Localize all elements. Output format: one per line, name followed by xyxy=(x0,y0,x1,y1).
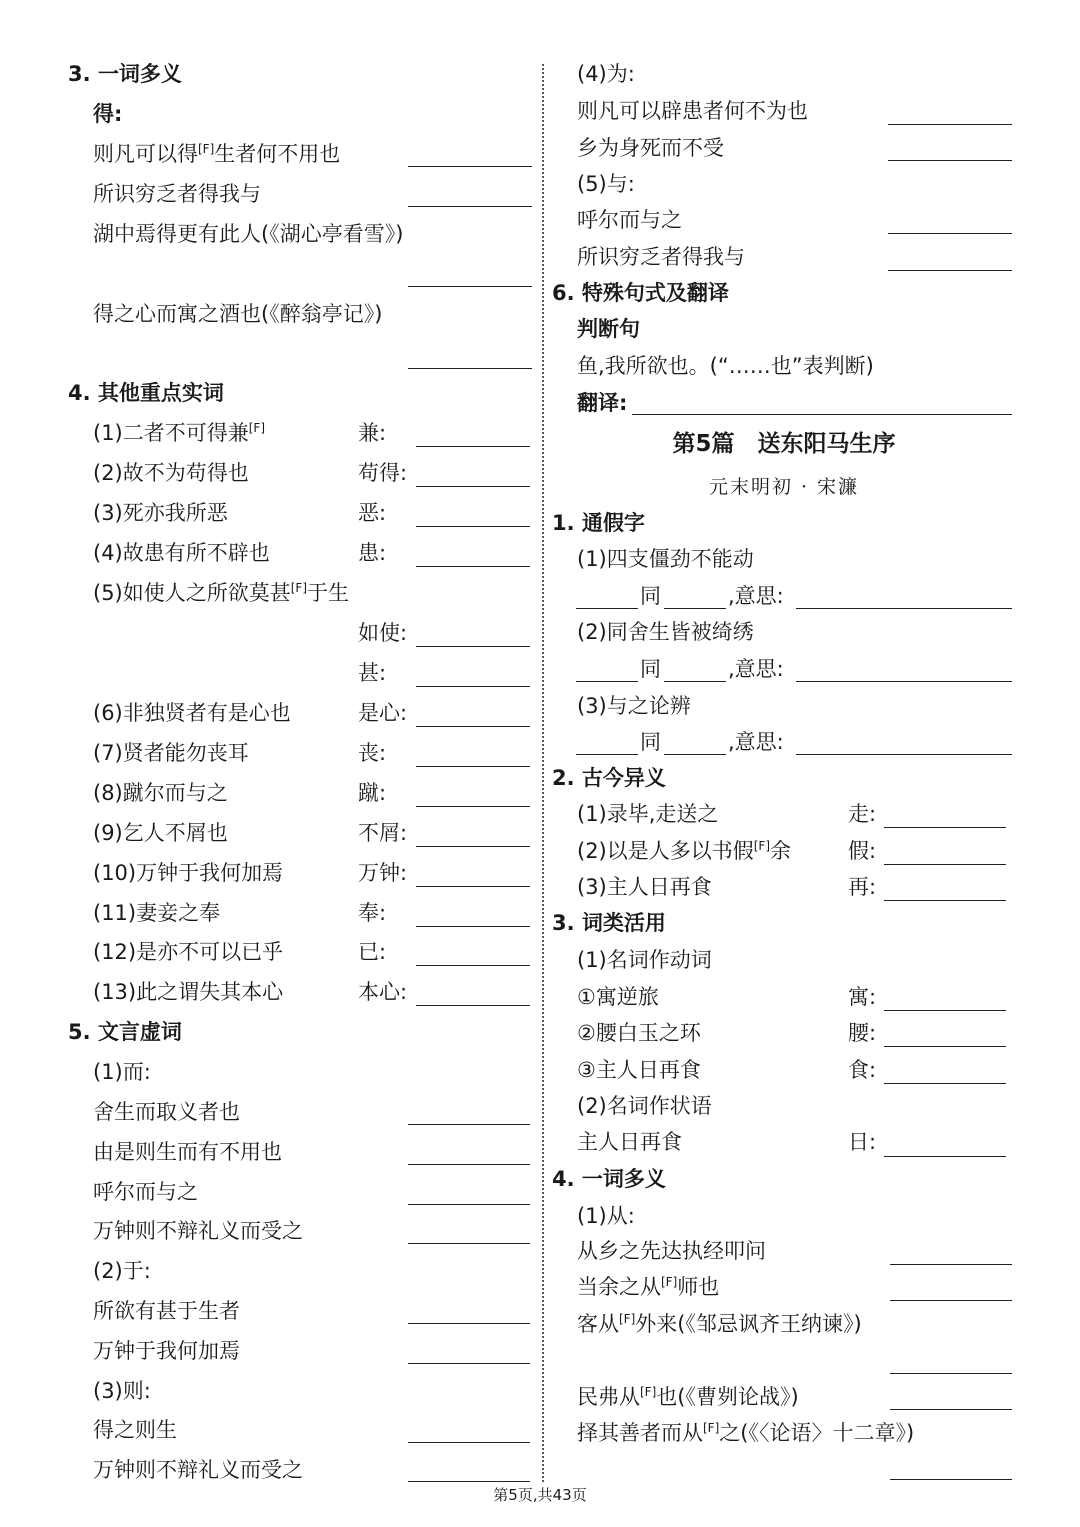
example-sentence: 民弗从[F]也(《曹刿论战》) xyxy=(577,1385,799,1409)
section-6-heading: 6. 特殊句式及翻译 xyxy=(552,281,729,305)
term-label: 食: xyxy=(848,1058,877,1082)
column-divider xyxy=(542,64,544,1482)
answer-blank[interactable] xyxy=(890,1479,1012,1480)
term-label: 已: xyxy=(358,940,387,964)
term-label: 奉: xyxy=(358,901,387,925)
term-label: 丧: xyxy=(358,741,387,765)
example-sentence: 择其善者而从[F]之(《〈论语〉十二章》) xyxy=(577,1421,915,1445)
article-author: 元末明初 · 宋濂 xyxy=(708,476,860,498)
term-label: 走: xyxy=(848,802,877,826)
question-item: (1)二者不可得兼[F] xyxy=(93,421,266,445)
translation-label: 翻译: xyxy=(577,391,628,415)
example-sentence: 万钟则不辩礼义而受之 xyxy=(93,1219,303,1243)
example-sentence: 万钟于我何加焉 xyxy=(93,1339,240,1363)
translation-blank[interactable] xyxy=(632,414,1012,415)
question-item: ②腰白玉之环 xyxy=(577,1021,701,1045)
example-sentence: 则凡可以得[F]生者何不用也 xyxy=(93,142,341,166)
subheading-er: (1)而: xyxy=(93,1060,151,1084)
answer-blank[interactable] xyxy=(890,1264,1012,1265)
example-sentence: 鱼,我所欲也。(“……也”表判断) xyxy=(577,354,874,378)
answer-blank[interactable] xyxy=(408,1204,530,1205)
answer-blank[interactable] xyxy=(408,206,532,207)
example-sentence: 得之则生 xyxy=(93,1418,177,1442)
answer-blank[interactable] xyxy=(416,726,530,727)
example-sentence: 得之心而寓之酒也(《醉翁亭记》) xyxy=(93,302,383,326)
answer-blank[interactable] xyxy=(888,160,1012,161)
answer-blank[interactable] xyxy=(408,166,532,167)
subheading-yu: (5)与: xyxy=(577,172,635,196)
answer-blank[interactable] xyxy=(408,1243,530,1244)
tong-label: 同 xyxy=(640,584,661,608)
subheading-wei: (4)为: xyxy=(577,62,635,86)
t3-heading: 3. 词类活用 xyxy=(552,911,666,935)
question-item: (10)万钟于我何加焉 xyxy=(93,861,284,885)
answer-blank[interactable] xyxy=(416,486,530,487)
tong-label: 同 xyxy=(640,657,661,681)
answer-blank[interactable] xyxy=(416,1005,530,1006)
question-item: (6)非独贤者有是心也 xyxy=(93,701,291,725)
answer-blank[interactable] xyxy=(884,1010,1006,1011)
answer-blank[interactable] xyxy=(408,1124,530,1125)
answer-blank[interactable] xyxy=(796,608,1012,609)
question-item: (5)如使人之所欲莫甚[F]于生 xyxy=(93,581,350,605)
answer-blank[interactable] xyxy=(408,1442,530,1443)
example-sentence: 湖中焉得更有此人(《湖心亭看雪》) xyxy=(93,222,404,246)
example-sentence: 舍生而取义者也 xyxy=(93,1100,240,1124)
question-item: (13)此之谓失其本心 xyxy=(93,980,284,1004)
answer-blank[interactable] xyxy=(888,270,1012,271)
answer-blank[interactable] xyxy=(576,681,638,682)
answer-blank[interactable] xyxy=(884,1046,1006,1047)
question-item: (8)蹴尔而与之 xyxy=(93,781,228,805)
answer-blank[interactable] xyxy=(416,646,530,647)
meaning-label: ,意思: xyxy=(728,730,784,754)
answer-blank[interactable] xyxy=(796,681,1012,682)
answer-blank[interactable] xyxy=(884,1156,1006,1157)
example-sentence: 乡为身死而不受 xyxy=(577,136,724,160)
subheading-judgment: 判断句 xyxy=(577,317,640,341)
answer-blank[interactable] xyxy=(416,965,530,966)
term-label: 兼: xyxy=(358,421,387,445)
term-label: 假: xyxy=(848,839,877,863)
answer-blank[interactable] xyxy=(890,1409,1012,1410)
term-label: 甚: xyxy=(358,661,387,685)
answer-blank[interactable] xyxy=(408,286,532,287)
answer-blank[interactable] xyxy=(416,806,530,807)
example-sentence: 从乡之先达执经叩问 xyxy=(577,1239,766,1263)
t1-heading: 1. 通假字 xyxy=(552,511,645,535)
section-3-heading: 3. 一词多义 xyxy=(68,62,182,86)
page-footer: 第5页,共43页 xyxy=(493,1486,587,1504)
question-item: (3)死亦我所恶 xyxy=(93,501,228,525)
example-sentence: 所识穷乏者得我与 xyxy=(93,182,261,206)
tong-label: 同 xyxy=(640,730,661,754)
answer-blank[interactable] xyxy=(884,900,1006,901)
term-label: 日: xyxy=(848,1130,877,1154)
example-sentence: 呼尔而与之 xyxy=(93,1180,198,1204)
meaning-label: ,意思: xyxy=(728,584,784,608)
question-item: (1)录毕,走送之 xyxy=(577,802,719,826)
answer-blank[interactable] xyxy=(408,1363,530,1364)
subheading-cong: (1)从: xyxy=(577,1204,635,1228)
answer-blank[interactable] xyxy=(408,1323,530,1324)
term-label: 恶: xyxy=(358,501,387,525)
subheading-yu: (2)于: xyxy=(93,1259,151,1283)
question-item: (2)同舍生皆被绮绣 xyxy=(577,620,754,644)
answer-blank[interactable] xyxy=(416,566,530,567)
meaning-label: ,意思: xyxy=(728,657,784,681)
example-sentence: 呼尔而与之 xyxy=(577,208,682,232)
question-item: (7)贤者能勿丧耳 xyxy=(93,741,249,765)
example-sentence: 所识穷乏者得我与 xyxy=(577,245,745,269)
answer-blank[interactable] xyxy=(416,846,530,847)
answer-blank[interactable] xyxy=(408,368,532,369)
question-item: (2)故不为苟得也 xyxy=(93,461,249,485)
question-item: (2)以是人多以书假[F]余 xyxy=(577,839,792,863)
answer-blank[interactable] xyxy=(884,864,1006,865)
answer-blank[interactable] xyxy=(416,526,530,527)
term-label: 如使: xyxy=(358,621,408,645)
t2-heading: 2. 古今异义 xyxy=(552,766,666,790)
term-label: 是心: xyxy=(358,701,408,725)
example-sentence: 万钟则不辩礼义而受之 xyxy=(93,1458,303,1482)
example-sentence: 由是则生而有不用也 xyxy=(93,1140,282,1164)
answer-blank[interactable] xyxy=(416,446,530,447)
answer-blank[interactable] xyxy=(890,1373,1012,1374)
answer-blank[interactable] xyxy=(890,1300,1012,1301)
example-sentence: 客从[F]外来(《邹忌讽齐王纳谏》) xyxy=(577,1312,862,1336)
question-item: (11)妻妾之奉 xyxy=(93,901,221,925)
question-item: (4)故患有所不辟也 xyxy=(93,541,270,565)
question-item: 主人日再食 xyxy=(577,1130,682,1154)
term-label: 蹴: xyxy=(358,781,387,805)
term-label: 苟得: xyxy=(358,461,408,485)
answer-blank[interactable] xyxy=(416,686,530,687)
answer-blank[interactable] xyxy=(884,827,1006,828)
term-label: 寓: xyxy=(848,985,877,1009)
question-item: (3)与之论辨 xyxy=(577,694,691,718)
t4-heading: 4. 一词多义 xyxy=(552,1167,666,1191)
question-item: (12)是亦不可以已乎 xyxy=(93,940,284,964)
term-label: 再: xyxy=(848,875,877,899)
subheading-ze: (3)则: xyxy=(93,1379,151,1403)
answer-blank[interactable] xyxy=(796,754,1012,755)
answer-blank[interactable] xyxy=(888,233,1012,234)
keyword-de: 得: xyxy=(93,102,123,126)
answer-blank[interactable] xyxy=(416,886,530,887)
answer-blank[interactable] xyxy=(408,1164,530,1165)
term-label: 患: xyxy=(358,541,387,565)
answer-blank[interactable] xyxy=(888,124,1012,125)
answer-blank[interactable] xyxy=(416,926,530,927)
question-item: (9)乞人不屑也 xyxy=(93,821,228,845)
answer-blank[interactable] xyxy=(664,754,726,755)
subheading: (2)名词作状语 xyxy=(577,1094,712,1118)
question-item: ①寓逆旅 xyxy=(577,985,659,1009)
subheading: (1)名词作动词 xyxy=(577,948,712,972)
term-label: 万钟: xyxy=(358,861,408,885)
answer-blank[interactable] xyxy=(664,681,726,682)
answer-blank[interactable] xyxy=(576,608,638,609)
example-sentence: 所欲有甚于生者 xyxy=(93,1299,240,1323)
question-item: (1)四支僵劲不能动 xyxy=(577,547,754,571)
answer-blank[interactable] xyxy=(664,608,726,609)
term-label: 本心: xyxy=(358,980,408,1004)
question-item: ③主人日再食 xyxy=(577,1058,701,1082)
term-label: 不屑: xyxy=(358,821,408,845)
example-sentence: 则凡可以辟患者何不为也 xyxy=(577,99,808,123)
answer-blank[interactable] xyxy=(408,1481,530,1482)
section-5-heading: 5. 文言虚词 xyxy=(68,1020,182,1044)
example-sentence: 当余之从[F]师也 xyxy=(577,1275,720,1299)
answer-blank[interactable] xyxy=(416,766,530,767)
answer-blank[interactable] xyxy=(884,1083,1006,1084)
answer-blank[interactable] xyxy=(576,754,638,755)
question-item: (3)主人日再食 xyxy=(577,875,712,899)
article-title: 第5篇 送东阳马生序 xyxy=(672,431,896,457)
term-label: 腰: xyxy=(848,1021,877,1045)
section-4-heading: 4. 其他重点实词 xyxy=(68,381,224,405)
